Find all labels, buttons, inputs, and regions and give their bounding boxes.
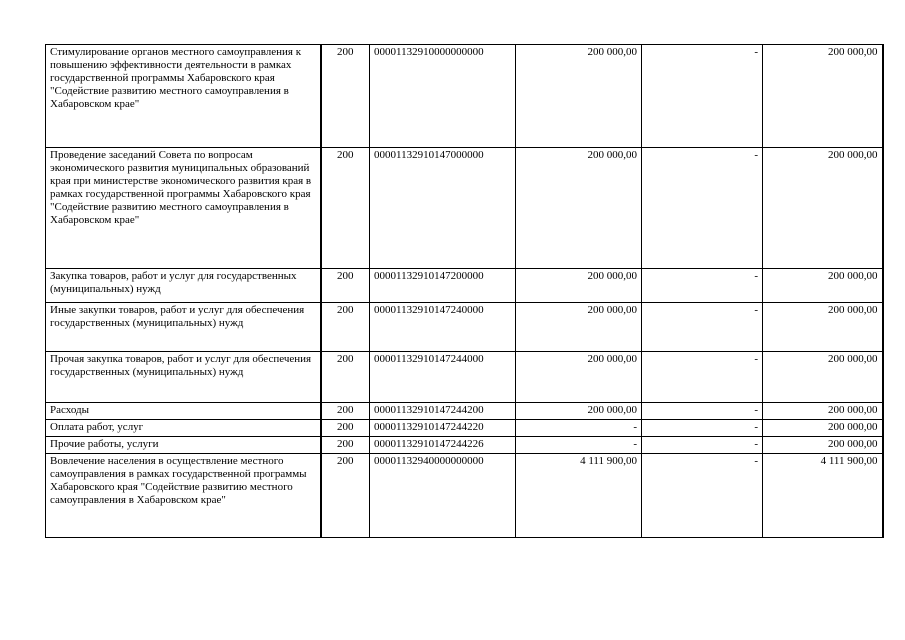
table-row [46,420,883,437]
row-name: Стимулирование органов местного самоуправления к повышению эффективности деятельности в рамках государственной программы Хабаровского края "Содействие развитию местного самоуправления в Хабаровском крае" [50,46,302,110]
row-remaining: 200 000,00 [763,403,883,420]
row-remaining: 200 000,00 [763,420,883,437]
row-executed: - [642,403,763,420]
row-remaining: 4 111 900,00 [763,454,883,538]
row-executed: - [642,303,763,352]
row-kbk-code: 00001132910147240000 [370,303,516,352]
row-executed: - [642,148,763,269]
row-name: Иные закупки товаров, работ и услуг для обеспечения государственных (муниципальных) нужд [50,304,305,329]
row-name: Закупка товаров, работ и услуг для государственных (муниципальных) нужд [50,270,297,295]
row-kbk-code: 00001132910147244000 [370,352,516,403]
row-remaining: 200 000,00 [763,269,883,303]
row-remaining: 200 000,00 [763,437,883,454]
row-remaining: 200 000,00 [763,352,883,403]
table-row [46,148,883,269]
row-remaining: 200 000,00 [763,303,883,352]
row-approved: 200 000,00 [516,352,642,403]
row-admin-code: 200 [321,454,370,538]
row-executed: - [642,45,763,148]
row-admin-code: 200 [321,437,370,454]
row-name-cell [46,148,321,269]
row-name-cell [46,352,321,403]
row-admin-code: 200 [321,352,370,403]
row-remaining: 200 000,00 [763,45,883,148]
row-remaining: 200 000,00 [763,148,883,269]
table-row [46,454,883,538]
row-executed: - [642,352,763,403]
row-name: Проведение заседаний Совета по вопросам экономического развития муниципальных образований края при министерстве экономического развития края в рамках государственной программы Хабаровского края "Содействие развитию местного самоуправления в Хабаровском крае" [50,149,312,226]
row-name: Оплата работ, услуг [50,421,144,433]
row-executed: - [642,454,763,538]
row-kbk-code: 00001132910147244200 [370,403,516,420]
row-admin-code: 200 [321,148,370,269]
row-admin-code: 200 [321,45,370,148]
row-name-cell [46,420,321,437]
row-executed: - [642,420,763,437]
row-approved: - [516,437,642,454]
row-kbk-code: 00001132910000000000 [370,45,516,148]
row-kbk-code: 00001132910147200000 [370,269,516,303]
row-name-cell [46,269,321,303]
row-admin-code: 200 [321,403,370,420]
row-name: Прочая закупка товаров, работ и услуг для обеспечения государственных (муниципальных) нужд [50,353,312,378]
table-row [46,403,883,420]
row-approved: 200 000,00 [516,45,642,148]
row-name: Прочие работы, услуги [50,438,159,450]
row-kbk-code: 00001132910147000000 [370,148,516,269]
row-approved: 200 000,00 [516,269,642,303]
row-admin-code: 200 [321,420,370,437]
row-executed: - [642,269,763,303]
row-executed: - [642,437,763,454]
row-name-cell [46,437,321,454]
budget-execution-table [45,44,884,538]
row-name: Расходы [50,404,89,416]
row-kbk-code: 00001132910147244226 [370,437,516,454]
row-name-cell [46,303,321,352]
row-approved: 200 000,00 [516,148,642,269]
row-name-cell [46,454,321,538]
table-row [46,352,883,403]
row-approved: - [516,420,642,437]
row-approved: 4 111 900,00 [516,454,642,538]
row-approved: 200 000,00 [516,403,642,420]
row-kbk-code: 00001132940000000000 [370,454,516,538]
row-admin-code: 200 [321,269,370,303]
row-kbk-code: 00001132910147244220 [370,420,516,437]
row-name-cell [46,45,321,148]
table-row [46,45,883,148]
row-admin-code: 200 [321,303,370,352]
table-row [46,303,883,352]
row-name: Вовлечение населения в осуществление местного самоуправления в рамках государственной программы Хабаровского края "Содействие развитию местного самоуправления в Хабаровском крае" [50,455,307,506]
row-name-cell [46,403,321,420]
row-approved: 200 000,00 [516,303,642,352]
table-row [46,269,883,303]
table-row [46,437,883,454]
